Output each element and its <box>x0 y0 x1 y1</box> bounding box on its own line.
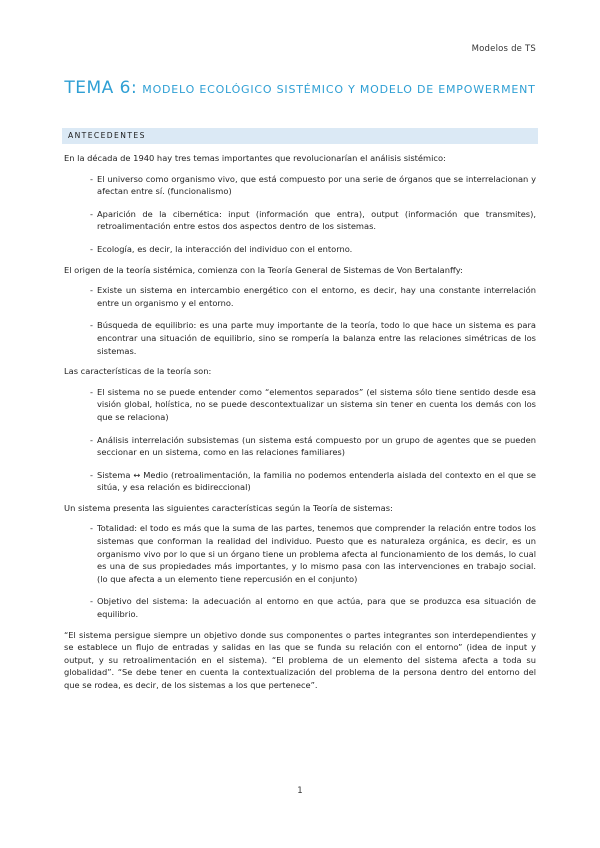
list-item: - Objetivo del sistema: la adecuación al entorno en que actúa, para que se produzca esa situación de equilibrio. <box>90 596 536 620</box>
section-heading: ANTECEDENTES <box>68 131 146 140</box>
body-content <box>64 152 536 692</box>
bullet-dash: - <box>90 208 93 219</box>
paragraph-intro-2: El origen de la teoría sistémica, comienza con la Teoría General de Sistemas de Von Bertalanffy: <box>64 264 463 275</box>
quote-paragraph: “El sistema persigue siempre un objetivo donde sus componentes o partes integrantes son interdependientes y se establece un flujo de entradas y salidas en las que se funda su relación con el entorno” (idea de input y output, y su retroalimentación en el sistema). “El problema de un elemento del sistema afecta a toda su globalidad”. “Se debe tener en cuenta la contextualización del problema de la persona dentro del entorno del que se rodea, es decir, de los sistemas a los que pertenece”. <box>64 629 536 690</box>
list-item: - El sistema no se puede entender como “elementos separados” (el sistema sólo tiene sentido desde esa visión global, holística, no se puede descontextualizar un sistema sin tener en cuenta los demás con los que se relaciona) <box>90 386 536 422</box>
bullet-list-2 <box>64 284 536 357</box>
paragraph-intro-3: Las características de la teoría son: <box>64 366 212 377</box>
list-item: - Ecología, es decir, la interacción del individuo con el entorno. <box>90 243 353 254</box>
list-item: - Aparición de la cibernética: input (información que entra), output (información que transmites), retroalimentación entre estos dos aspectos dentro de los sistemas. <box>90 208 536 232</box>
bullet-dash: - <box>90 320 93 331</box>
bullet-list-3 <box>64 386 536 494</box>
title-rest: MODELO ECOLÓGICO SISTÉMICO Y MODELO DE EMPOWERMENT <box>142 83 536 96</box>
page-number: 1 <box>297 786 303 796</box>
list-item: - Sistema ↔ Medio (retroalimentación, la familia no podemos entenderla aislada del contexto en el que se sitúa, y esa relación es bidireccional) <box>90 469 536 493</box>
running-header: Modelos de TS <box>471 44 536 54</box>
bullet-dash: - <box>90 173 93 184</box>
bullet-dash: - <box>90 386 93 397</box>
bullet-dash: - <box>90 523 93 534</box>
bullet-dash: - <box>90 596 93 607</box>
bullet-dash: - <box>90 434 93 445</box>
bullet-dash: - <box>90 285 93 296</box>
bullet-dash: - <box>90 243 93 254</box>
page-title <box>0 78 600 98</box>
title-lead: TEMA 6: <box>64 78 138 98</box>
list-item: - Análisis interrelación subsistemas (un sistema está compuesto por un grupo de agentes que se pueden seccionar en un sistema, como en las relaciones familiares) <box>90 434 536 458</box>
list-item: - Existe un sistema en intercambio energético con el entorno, es decir, hay una constante interrelación entre un organismo y el entorno. <box>90 285 536 308</box>
list-item: - Búsqueda de equilibrio: es una parte muy importante de la teoría, todo lo que hace un sistema es para encontrar una situación de equilibrio, sino se rompería la balanza entre las relaciones simétricas de los sistemas. <box>90 320 536 356</box>
bullet-dash: - <box>90 469 93 480</box>
bullet-list-4 <box>64 522 536 620</box>
paragraph-intro-4: Un sistema presenta las siguientes características según la Teoría de sistemas: <box>64 502 393 513</box>
list-item: - Totalidad: el todo es más que la suma de las partes, tenemos que comprender la relación entre todos los sistemas que conforman la realidad del individuo. Puesto que es naturaleza orgánica, es decir, es un organismo vivo por lo que si un órgano tiene un problema afecta al funcionamiento de los demás, lo cual es una de sus propiedades más importantes, y lo mismo pasa con las intervenciones en trabajo social. (lo que afecta a un elemento tiene repercusión en el conjunto) <box>90 523 536 584</box>
list-item: - El universo como organismo vivo, que está compuesto por una serie de órganos que se interrelacionan y afectan entre sí. (funcionalismo) <box>90 173 536 197</box>
section-heading-bar <box>62 128 538 144</box>
bullet-list-1 <box>64 173 536 256</box>
paragraph-intro-1: En la década de 1940 hay tres temas importantes que revolucionarían el análisis sistémico: <box>64 153 446 163</box>
